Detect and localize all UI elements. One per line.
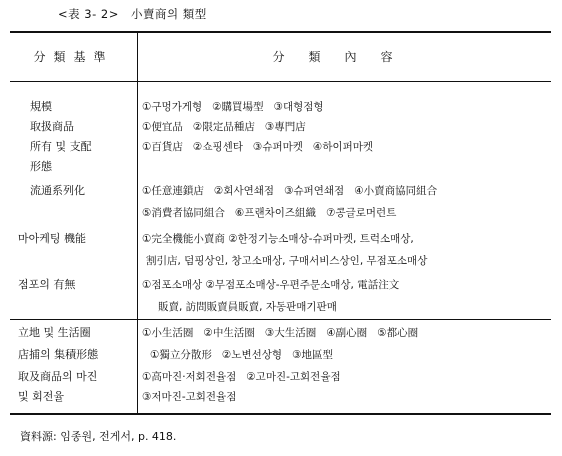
row-label-ownership: 所有 및 支配 [30, 140, 92, 153]
table-title: 小賣商의 類型 [131, 7, 207, 21]
content-item: ③슈퍼연쇄점 [284, 185, 345, 197]
content-item: ⑦콩글로머런트 [326, 207, 397, 219]
table-caption [58, 6, 215, 22]
row-label-cluster: 店捕의 集積形態 [18, 348, 99, 361]
table-header [10, 33, 551, 82]
table-number: <表 3- 2> [58, 7, 119, 21]
row-content-store-cont: 販賣, 訪問販賣員販賣, 자동판매기판매 [158, 301, 337, 313]
content-item: ④小賣商協同組合 [354, 185, 438, 197]
row-label-marketing: 마아케팅 機能 [18, 232, 87, 245]
content-item: ②쇼핑센타 [192, 141, 243, 153]
content-item: ⑤都心圈 [377, 327, 419, 339]
content-item: ①高마진·저회전율점 [142, 371, 237, 383]
source-note [20, 428, 176, 444]
content-item: ①便宜品 [142, 121, 183, 133]
header-criteria: 分類基準 [33, 50, 114, 64]
content-item: ③專門店 [264, 121, 306, 133]
classification-table [10, 31, 551, 415]
content-item: ④副心圈 [326, 327, 368, 339]
content-item: ③저마진-고회전율점 [142, 391, 237, 403]
row-label-turnover: 및 회전율 [18, 390, 65, 403]
row-content-location [142, 325, 428, 341]
content-item: ②고마진-고회전율점 [246, 371, 341, 383]
row-label-margin: 取及商品의 마진 [18, 370, 98, 383]
row-label-form: 形態 [30, 160, 52, 173]
content-item: ①任意連鎖店 [142, 185, 204, 197]
row-content-marketing: ①完全機能小賣商 ②한정기능소매상-슈퍼마켓, 트럭소매상, [142, 233, 414, 245]
content-item: ①獨立分散形 [150, 349, 212, 361]
content-item: ③地區型 [292, 349, 333, 361]
content-item: ②限定品種店 [192, 121, 255, 133]
content-item: ⑥프랜차이즈組織 [234, 207, 317, 219]
row-content-ownership [142, 139, 383, 155]
row-content-channel-cont [142, 205, 406, 221]
content-item: ②노변선상형 [221, 349, 283, 361]
row-content-store: ①점포소매상 ②무점포소매상-우편주문소매상, 電話注文 [142, 279, 400, 291]
content-item: ②中生活圈 [203, 327, 255, 339]
content-item: ②購買場型 [212, 101, 264, 113]
row-divider [10, 319, 551, 320]
row-content-margin [142, 369, 351, 385]
row-content-turnover [142, 389, 246, 405]
row-content-cluster [150, 347, 343, 363]
content-item: ①小生活圈 [142, 327, 194, 339]
content-item: ③大生活圈 [264, 327, 317, 339]
header-contents: 分類內容 [272, 50, 417, 64]
content-item: ①百貨店 [142, 141, 183, 153]
row-content-goods [142, 119, 316, 135]
row-label-store: 점포의 有無 [18, 278, 76, 291]
row-content-scale [142, 99, 334, 115]
column-divider [137, 33, 138, 413]
row-label-location: 立地 및 生活圈 [18, 326, 91, 339]
content-item: ④하이퍼마켓 [312, 141, 374, 153]
row-content-channel [142, 183, 447, 199]
content-item: ②회사연쇄점 [213, 185, 275, 197]
content-item: ③대형점형 [273, 101, 324, 113]
content-item: ⑤消費者協同組合 [142, 207, 225, 219]
row-label-scale: 規模 [30, 100, 52, 113]
content-item: ③슈퍼마켓 [252, 141, 303, 153]
source-text: 임종원, 전게서, p. 418. [60, 430, 177, 443]
row-label-channel: 流通系列化 [30, 184, 85, 197]
row-label-goods: 取扱商品 [30, 120, 74, 133]
content-item: ①구멍가게형 [142, 101, 203, 113]
source-label: 資料源: [20, 430, 57, 443]
row-content-marketing-cont: 割引店, 덤핑상인, 창고소매상, 구매서비스상인, 무점포소매상 [146, 255, 428, 267]
